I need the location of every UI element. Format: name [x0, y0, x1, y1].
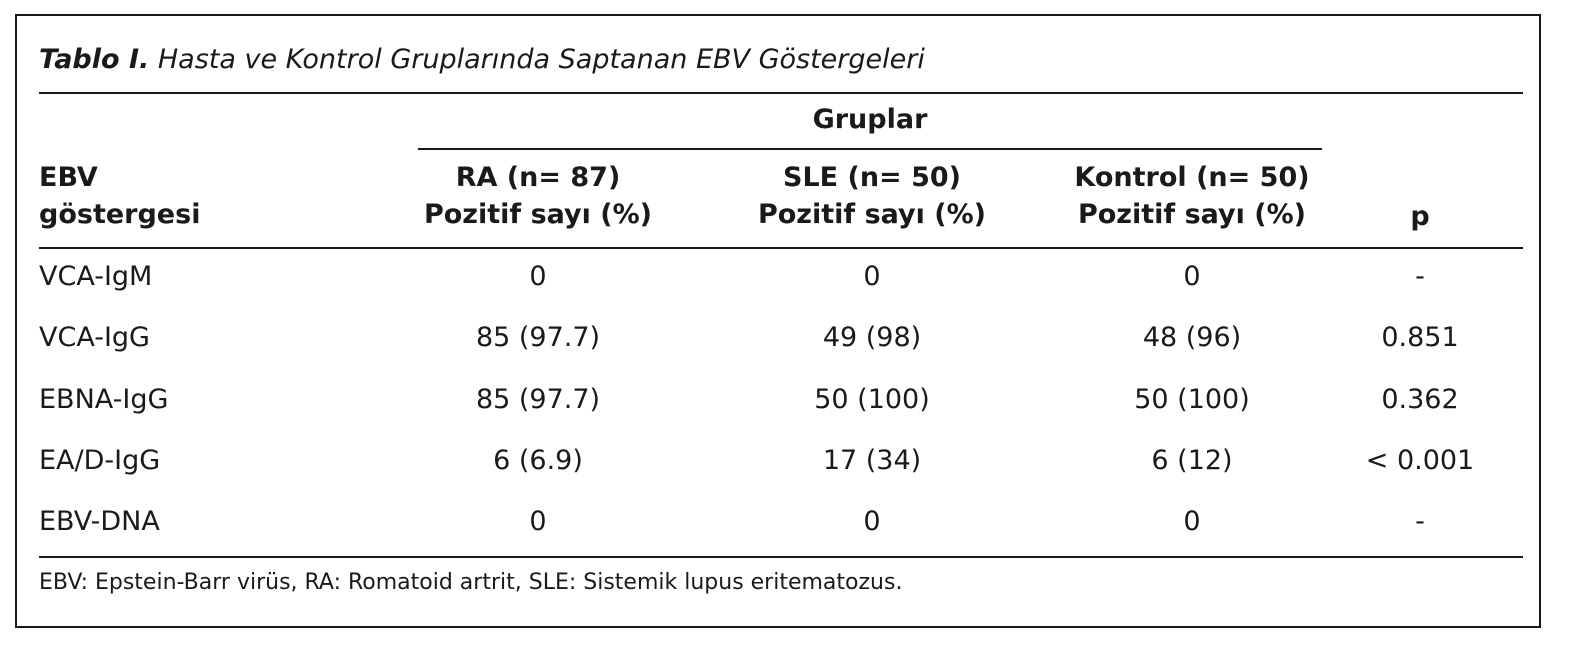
- col-subheader-ra: Pozitif sayı (%): [423, 199, 653, 230]
- cell-p: 0.362: [1381, 384, 1459, 415]
- cell-sle: 17 (34): [822, 445, 922, 476]
- col-header-sle: SLE (n= 50): [783, 162, 961, 193]
- row-label: VCA-IgG: [39, 322, 150, 353]
- cell-sle: 0: [863, 506, 881, 537]
- cell-kontrol: 48 (96): [1142, 322, 1242, 353]
- cell-ra: 85 (97.7): [475, 322, 601, 353]
- cell-sle: 0: [863, 261, 881, 292]
- rule-header-bottom: [39, 247, 1523, 249]
- rule-group: [418, 148, 1322, 150]
- cell-kontrol: 0: [1183, 261, 1201, 292]
- table-footnote: EBV: Epstein-Barr virüs, RA: Romatoid artrit, SLE: Sistemik lupus eritematozus.: [39, 570, 903, 595]
- col-header-kontrol: Kontrol (n= 50): [1074, 162, 1310, 193]
- cell-sle: 50 (100): [814, 384, 930, 415]
- row-label: EBNA-IgG: [39, 384, 169, 415]
- row-header-line1: EBV: [39, 162, 98, 193]
- caption-title: Hasta ve Kontrol Gruplarında Saptanan EBV Göstergeleri: [149, 44, 925, 75]
- table-caption: [39, 44, 925, 75]
- caption-lead: Tablo I.: [39, 44, 150, 75]
- cell-kontrol: 0: [1183, 506, 1201, 537]
- row-label: EA/D-IgG: [39, 445, 161, 476]
- col-subheader-sle: Pozitif sayı (%): [757, 199, 987, 230]
- row-header-line2: göstergesi: [39, 199, 201, 230]
- cell-p: 0.851: [1381, 322, 1459, 353]
- rule-top: [39, 92, 1523, 94]
- col-header-p: p: [1410, 201, 1430, 232]
- cell-p: -: [1415, 261, 1425, 292]
- cell-kontrol: 6 (12): [1151, 445, 1233, 476]
- cell-ra: 85 (97.7): [475, 384, 601, 415]
- cell-kontrol: 50 (100): [1134, 384, 1250, 415]
- col-subheader-kontrol: Pozitif sayı (%): [1077, 199, 1307, 230]
- row-label: VCA-IgM: [39, 261, 153, 292]
- cell-p: < 0.001: [1365, 445, 1475, 476]
- group-header: Gruplar: [812, 104, 928, 135]
- cell-sle: 49 (98): [822, 322, 922, 353]
- cell-ra: 6 (6.9): [493, 445, 583, 476]
- cell-ra: 0: [529, 506, 547, 537]
- rule-bottom: [39, 556, 1523, 558]
- cell-ra: 0: [529, 261, 547, 292]
- row-label: EBV-DNA: [39, 506, 160, 537]
- col-header-ra: RA (n= 87): [455, 162, 621, 193]
- cell-p: -: [1415, 506, 1425, 537]
